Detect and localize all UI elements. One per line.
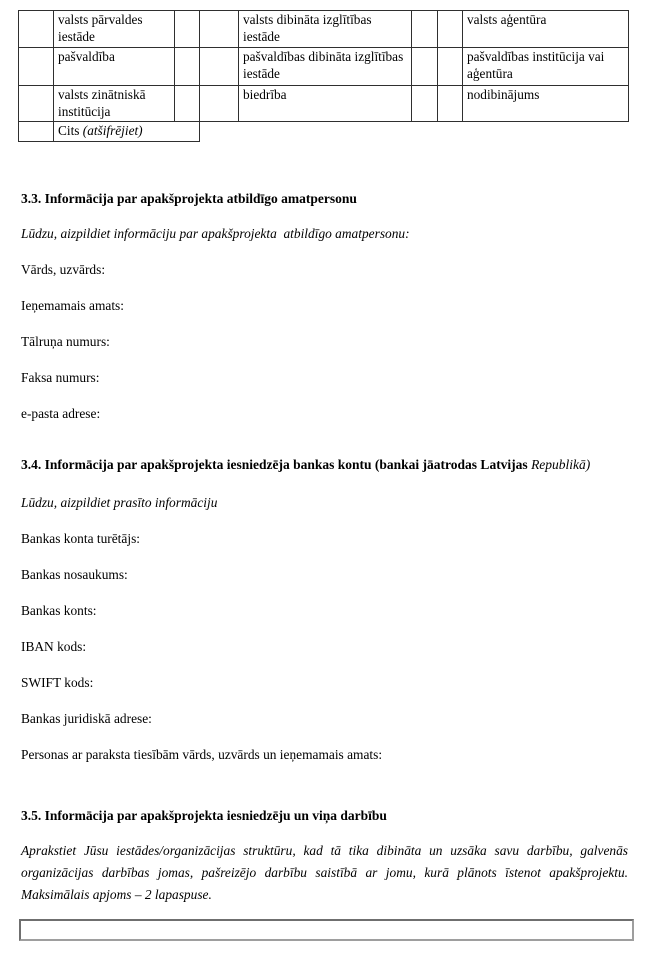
field-label-bank-name: Bankas nosaukums: xyxy=(21,567,128,582)
spacer-cell xyxy=(175,86,200,122)
section-3-4-instruction: Lūdzu, aizpildiet prasīto informāciju xyxy=(21,495,218,510)
checkbox-cell[interactable] xyxy=(438,86,463,122)
spacer-cell xyxy=(412,86,438,122)
checkbox-cell[interactable] xyxy=(19,86,54,122)
section-3-4 xyxy=(21,456,628,763)
table-row-other xyxy=(19,122,629,142)
section-3-4-heading-italic: Republikā) xyxy=(531,457,591,472)
field-label-iban: IBAN kods: xyxy=(21,639,87,654)
response-input-box[interactable] xyxy=(19,919,634,941)
field-label-bank-account: Bankas konts: xyxy=(21,603,97,618)
org-type-label: valsts zinātniskā institūcija xyxy=(58,87,146,119)
section-3-3-instruction: Lūdzu, aizpildiet informāciju par apakšprojekta atbildīgo amatpersonu: xyxy=(21,226,410,241)
spacer-cell xyxy=(412,11,438,48)
checkbox-cell[interactable] xyxy=(19,122,54,142)
org-type-other-hint: (atšifrējiet) xyxy=(82,123,143,138)
table-row xyxy=(19,11,629,48)
field-label-position: Ieņemamais amats: xyxy=(21,298,124,313)
spacer-cell xyxy=(175,48,200,86)
checkbox-cell[interactable] xyxy=(200,86,239,122)
org-type-label: nodibinājums xyxy=(467,87,540,102)
org-type-label: valsts pārvaldes iestāde xyxy=(58,12,143,44)
section-3-3 xyxy=(21,190,628,422)
checkbox-cell[interactable] xyxy=(200,11,239,48)
org-type-label: biedrība xyxy=(243,87,287,102)
checkbox-cell[interactable] xyxy=(438,48,463,86)
checkbox-cell[interactable] xyxy=(200,48,239,86)
section-3-4-heading-bold: 3.4. Informācija par apakšprojekta iesniedzēja bankas kontu (bankai jāatrodas Latvijas xyxy=(21,457,528,472)
table-row xyxy=(19,86,629,122)
org-type-label-cell xyxy=(463,48,629,86)
field-label-name-surname: Vārds, uzvārds: xyxy=(21,262,106,277)
org-type-label-cell xyxy=(463,11,629,48)
org-type-label-cell xyxy=(239,86,412,122)
section-3-5-instruction: Aprakstiet Jūsu iestādes/organizācijas struktūru, kad tā tika dibināta un uzsāka savu darbību, galvenās organizācijas darbības jomas, pašreizējo darbību saistībā ar jomu, kurā plānots īstenot apakšprojektu. Maksimālais apjoms – 2 lapaspuse. xyxy=(21,843,632,902)
field-label-email: e-pasta adrese: xyxy=(21,406,101,421)
org-type-label-cell xyxy=(239,11,412,48)
org-type-label-cell xyxy=(54,48,175,86)
field-label-signatory: Personas ar paraksta tiesībām vārds, uzvārds un ieņemamais amats: xyxy=(21,747,383,762)
org-type-table xyxy=(18,10,629,142)
org-type-label: pašvaldības institūcija vai aģentūra xyxy=(467,49,605,81)
field-label-fax: Faksa numurs: xyxy=(21,370,100,385)
org-type-label-cell xyxy=(54,86,175,122)
field-label-swift: SWIFT kods: xyxy=(21,675,94,690)
checkbox-cell[interactable] xyxy=(19,11,54,48)
org-type-label: pašvaldība xyxy=(58,49,115,64)
org-type-label: valsts aģentūra xyxy=(467,12,547,27)
checkbox-cell[interactable] xyxy=(438,11,463,48)
spacer-cell xyxy=(175,11,200,48)
org-type-label-cell xyxy=(54,11,175,48)
table-row xyxy=(19,48,629,86)
field-label-bank-address: Bankas juridiskā adrese: xyxy=(21,711,152,726)
org-type-other-cell xyxy=(54,122,200,142)
field-label-phone: Tālruņa numurs: xyxy=(21,334,110,349)
checkbox-cell[interactable] xyxy=(19,48,54,86)
section-3-5 xyxy=(21,807,632,941)
org-type-label-cell xyxy=(239,48,412,86)
section-3-3-heading: 3.3. Informācija par apakšprojekta atbildīgo amatpersonu xyxy=(21,191,357,206)
empty-region xyxy=(200,122,629,142)
field-label-account-holder: Bankas konta turētājs: xyxy=(21,531,140,546)
org-type-label: pašvaldības dibināta izglītības iestāde xyxy=(243,49,404,81)
section-3-4-heading xyxy=(21,456,628,473)
org-type-label: valsts dibināta izglītības iestāde xyxy=(243,12,372,44)
spacer-cell xyxy=(412,48,438,86)
section-3-5-heading: 3.5. Informācija par apakšprojekta iesniedzēju un viņa darbību xyxy=(21,808,387,823)
org-type-label: Cits xyxy=(58,123,80,138)
org-type-label-cell xyxy=(463,86,629,122)
